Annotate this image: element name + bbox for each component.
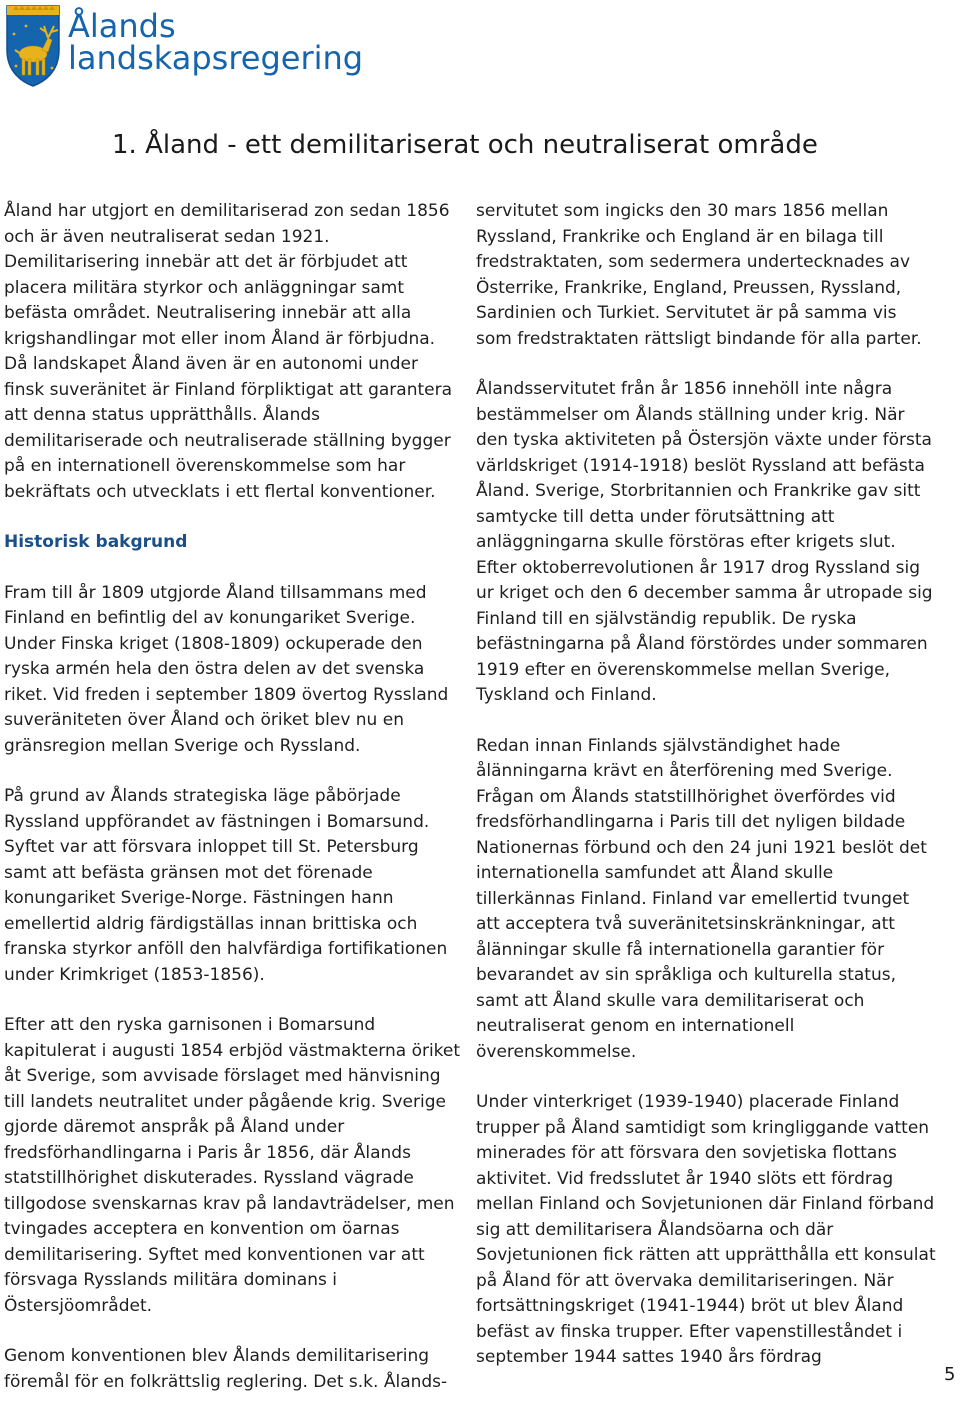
left-column [4,199,462,1420]
brand-line-1: Ålands [68,7,176,45]
page-number: 5 [944,1364,956,1385]
paragraph: Genom konventionen blev Ålands demilitarisering föremål för en folkrättslig reglering. Det s.k. Ålands- [4,1346,448,1392]
page-title: 1. Åland - ett demilitariserat och neutraliserat område [112,130,818,160]
paragraph: Åland har utgjort en demilitariserad zon sedan 1856 och är även neutraliserat sedan 1921. Demilitarisering innebär att det är förbjudet att placera militära styrkor och anläggningar samt befästa området. Neutralisering innebär att alla krigshandlingar mot eller inom Åland är förbjudna. Då landskapet Åland även är en autonomi under finsk suveränitet är Finland förpliktigat att garantera att denna status upprätthålls. Ålands demilitariserade och neutraliserade ställning bygger på en internationell överenskommelse som har bekräftats och utvecklats i ett flertal konventioner. [4,201,452,502]
paragraph: Efter att den ryska garnisonen i Bomarsund kapitulerat i augusti 1854 erbjöd västmakterna öriket åt Sverige, som avvisade förslaget med hänvisning till landets neutralitet under pågående krig. Sverige gjorde däremot anspråk på Åland under fredsförhandlingarna i Paris år 1856, där Ålands statstillhörighet diskuterades. Ryssland vägrade tillgodose svenskarnas krav på landavträdelser, men tvingades acceptera en konvention om öarnas demilitarisering. Syftet med konventionen var att försvaga Rysslands militära dominans i Östersjöområdet. [4,1015,461,1316]
section-heading: Historisk bakgrund [4,532,188,552]
paragraph: servitutet som ingicks den 30 mars 1856 mellan Ryssland, Frankrike och England är en bilaga till fredstraktaten, som sedermera undertecknades av Österrike, Frankrike, England, Preussen, Ryssland, Sardinien och Turkiet. Servitutet är på samma vis som fredstraktaten rättsligt bindande för alla parter. [476,201,922,349]
paragraph: Fram till år 1809 utgjorde Åland tillsammans med Finland en befintlig del av konungariket Sverige. Under Finska kriget (1808-1809) ockuperade den ryska armén hela den östra delen av det svenska riket. Vid freden i september 1809 övertog Ryssland suveräniteten över Åland och öriket blev nu en gränsregion mellan Sverige och Ryssland. [4,582,449,756]
brand-line-2: landskapsregering [68,39,364,77]
logo [4,4,364,92]
paragraph: På grund av Ålands strategiska läge påbörjade Ryssland uppförandet av fästningen i Bomarsund. Syftet var att försvara inloppet till St. Petersburg samt att befästa gränsen mot det förenade konungariket Sverige-Norge. Fästningen hann emellertid aldrig färdigställas innan brittiska och franska styrkor anföll den halvfärdiga fortifikationen under Krimkriget (1853-1856). [4,786,448,985]
coat-of-arms-icon [4,4,62,88]
paragraph: Ålandsservitutet från år 1856 innehöll inte några bestämmelser om Ålands ställning under krig. När den tyska aktiviteten på Östersjön växte under första världskriget (1914-1918) beslöt Ryssland att befästa Åland. Sverige, Storbritannien och Frankrike gav sitt samtycke till detta under förutsättning att anläggningarna skulle förstöras efter krigets slut. Efter oktoberrevolutionen år 1917 drog Ryssland sig ur kriget och den 6 december samma år utropade sig Finland till en självständig republik. De ryska befästningarna på Åland förstördes under sommaren 1919 efter en överenskommelse mellan Sverige, Tyskland och Finland. [476,379,933,705]
paragraph: Redan innan Finlands självständighet hade ålänningarna krävt en återförening med Sverige. Frågan om Ålands statstillhörighet överfördes vid fredsförhandlingarna i Paris till det nyligen bildade Nationernas förbund och den 24 juni 1921 beslöt det internationella samfundet att Åland skulle tillerkännas Finland. Finland var emellertid tvunget att acceptera två suveränitetsinskränkningar, att ålänningar skulle få internationella garantier för bevarandet av sin språkliga och kulturella status, samt att Åland skulle vara demilitariserat och neutraliserat genom en internationell överenskommelse. [476,735,927,1062]
right-column [476,199,936,1396]
paragraph: Under vinterkriget (1939-1940) placerade Finland trupper på Åland samtidigt som kringliggande vatten minerades för att försvara den sovjetiska flottans aktivitet. Vid fredsslutet år 1940 slöts ett fördrag mellan Finland och Sovjetunionen där Finland förband sig att demilitarisera Ålandsöarna och där Sovjetunionen fick rätten att upprätthålla ett konsulat på Åland för att övervaka demilitariseringen. När fortsättningskriget (1941-1944) bröt ut blev Åland befäst av finska trupper. Efter vapenstilleståndet i september 1944 sattes 1940 års fördrag [476,1092,936,1367]
